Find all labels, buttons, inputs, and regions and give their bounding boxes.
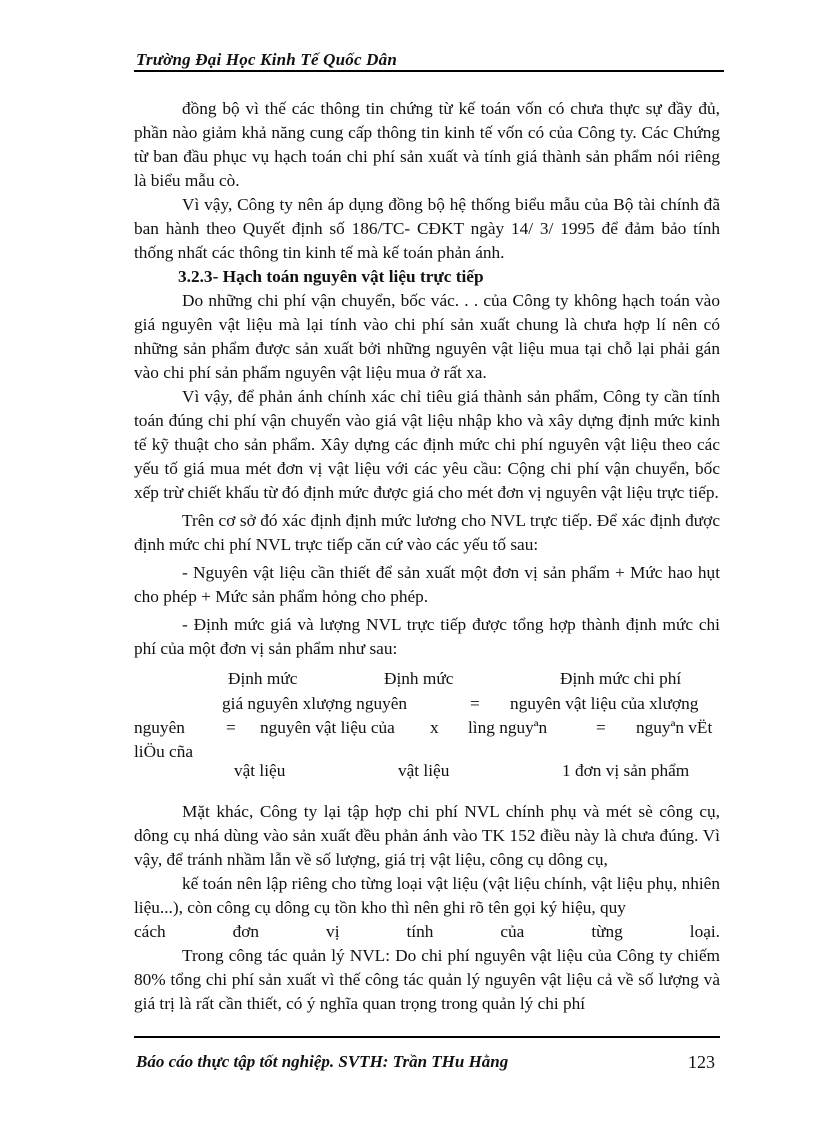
word: loại. [689,922,720,941]
formula-term: vật liệu [398,761,450,780]
footer-text: Báo cáo thực tập tốt nghiệp. SVTH: Trần THu Hằng [136,1052,509,1071]
paragraph-9-justified-line [134,920,720,944]
formula-term: nguyên vật liệu của [260,718,395,737]
header-title: Trường Đại Học Kinh Tế Quốc Dân [136,50,398,69]
formula-term: nguyên [134,718,185,737]
formula-operator: x [430,718,439,737]
paragraph-8: Mặt khác, Công ty lại tập hợp chi phí NVL chính phụ và mét sè công cụ, dông cụ nhá dùng vào sản xuất đều phản ánh vào TK 152 điều này là chưa đúng. Vì vậy, để tránh nhầm lẫn về số lượng, giá trị vật liệu, công cụ dông cụ, [134,802,720,869]
paragraph-7: - Định mức giá và lượng NVL trực tiếp được tổng hợp thành định mức chi phí của một đơn vị sản phẩm như sau: [134,615,720,658]
formula-term: lìng nguyªn [468,718,548,737]
formula-term: Định mức chi phí [560,669,682,688]
word: từng [591,922,623,941]
word: đơn [232,922,260,941]
section-heading: 3.2.3- Hạch toán nguyên vật liệu trực tiếp [178,267,484,286]
word: cách [134,922,166,941]
formula-operator: = [226,718,236,737]
formula-term: vật liệu [234,761,286,780]
word: vị [326,922,340,941]
formula-term: giá nguyên xlượng nguyên [222,694,408,713]
formula-term: liÖu cña [134,742,194,761]
formula-term: nguyªn vËt [636,718,713,737]
paragraph-3: Do những chi phí vận chuyển, bốc vác. . . của Công ty không hạch toán vào giá nguyên vật liệu mà lại tính vào chi phí sản xuất chung là chưa hợp lí nên có những sản phẩm được sản xuất bởi những nguyên vật liệu mua tại chỗ lại phải gán vào chi phí sản phẩm nguyên vật liệu mua ở rất xa. [134,291,720,382]
paragraph-4: Vì vậy, để phản ánh chính xác chỉ tiêu giá thành sản phẩm, Công ty cần tính toán đúng chi phí vận chuyển vào giá vật liệu nhập kho và xây dựng định mức kinh tế kỹ thuật cho sản phẩm. Xây dựng các định mức chi phí nguyên vật liệu theo các yếu tố giá mua mét đơn vị vật liệu với các yêu cầu: Cộng chi phí vận chuyển, bốc xếp trừ chiết khấu từ đó định mức được giá cho mét đơn vị nguyên vật liệu trực tiếp. [134,387,720,502]
body-text-continued [134,800,720,1016]
header-rule [134,70,724,72]
formula-term: 1 đơn vị sản phẩm [562,761,690,780]
formula-operator: = [596,718,606,737]
formula-term: Định mức [384,669,454,688]
paragraph-9: kế toán nên lập riêng cho từng loại vật liệu (vật liệu chính, vật liệu phụ, nhiên liệu...), còn công cụ dông cụ tồn kho thì nên ghi rõ tên gọi ký hiệu, quy [134,874,720,917]
paragraph-6: - Nguyên vật liệu cần thiết để sản xuất một đơn vị sản phẩm + Mức hao hụt cho phép + Mức sản phẩm hỏng cho phép. [134,563,720,606]
paragraph-5: Trên cơ sở đó xác định định mức lương cho NVL trực tiếp. Để xác định được định mức chi phí NVL trực tiếp căn cứ vào các yếu tố sau: [134,511,720,554]
paragraph-2: Vì vậy, Công ty nên áp dụng đồng bộ hệ thống biểu mẫu của Bộ tài chính đã ban hành theo Quyết định số 186/TC- CĐKT ngày 14/ 3/ 1995 để đảm bảo tính thống nhất các thông tin kinh tế mà kế toán phản ánh. [134,195,720,262]
paragraph-10: Trong công tác quản lý NVL: Do chi phí nguyên vật liệu của Công ty chiếm 80% tổng chi phí sản xuất vì thế công tác quản lý nguyên vật liệu cả về số lượng và giá trị là rất cần thiết, có ý nghĩa quan trọng trong quản lý chi phí [134,946,720,1013]
formula-term: nguyên vật liệu của xlượng [510,694,699,713]
word: tính [406,922,434,941]
page-number: 123 [688,1052,715,1072]
formula-term: Định mức [228,669,298,688]
word: của [500,922,525,941]
paragraph-1: đồng bộ vì thế các thông tin chứng từ kế toán vốn có chưa thực sự đầy đủ, phần nào giảm khả năng cung cấp thông tin kinh tế vốn có của Công ty. Các Chứng từ ban đầu phục vụ hạch toán chi phí sản xuất và tính giá thành sản phẩm nói riêng là biểu mẫu cò. [134,99,720,190]
body-text [134,97,720,661]
footer-rule [134,1036,720,1038]
formula-operator: = [470,694,480,713]
